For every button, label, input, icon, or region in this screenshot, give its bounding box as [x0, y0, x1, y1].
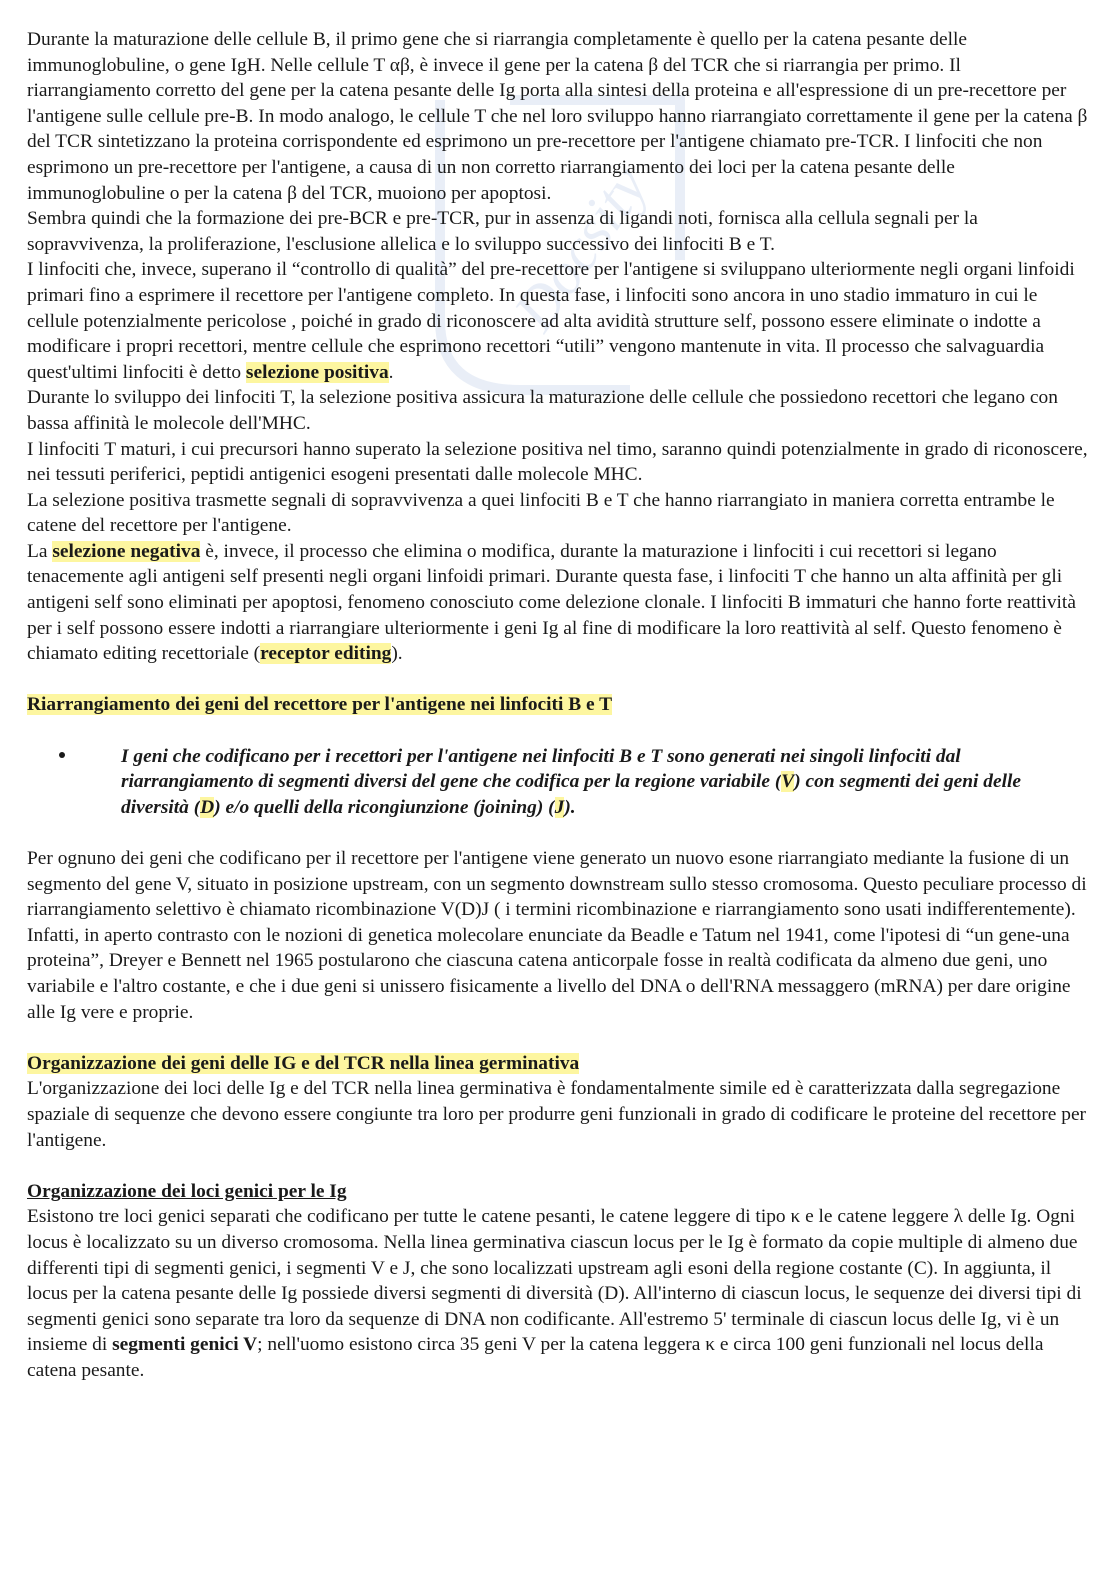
section-heading-loci-ig: Organizzazione dei loci genici per le Ig	[27, 1180, 347, 1202]
section-heading-riarrangiamento: Riarrangiamento dei geni del recettore per l'antigene nei linfociti B e T	[27, 694, 613, 716]
paragraph-3: I linfociti che, invece, superano il “controllo di qualità” del pre-recettore per l'antigene si sviluppano ulteriormente negli organi linfoidi primari fino a esprimere il recettore per l'antigene completo. In questa fase, i linfociti sono ancora in uno stadio immaturo in cui le cellule potenzialmente pericolose , poiché in grado di riconoscere ad alta avidità strutture self, possono essere eliminate o indotte a modificare i propri recettori, mentre cellule che esprimono recettori “utili” vengono mantenute in vita. Il processo che salvaguardia quest'ultimi linfociti è detto selezione positiva.	[27, 259, 1075, 383]
paragraph-5: I linfociti T maturi, i cui precursori hanno superato la selezione positiva nel timo, saranno quindi potenzialmente in grado di riconoscere, nei tessuti periferici, peptidi antigenici esogeni presentati dalle molecole MHC.	[27, 438, 1088, 486]
paragraph-8: Per ognuno dei geni che codificano per il recettore per l'antigene viene generato un nuovo esone riarrangiato mediante la fusione di un segmento del gene V, situato in posizione upstream, con un segmento downstream sullo stesso cromosoma. Questo peculiare processo di riarrangiamento selettivo è chiamato ricombinazione V(D)J ( i termini ricombinazione e riarrangiamento sono usati indifferentemente). Infatti, in aperto contrasto con le nozioni di genetica molecolare enunciate da Beadle e Tatum nel 1941, come l'ipotesi di “un gene-una proteina”, Dreyer e Bennett nel 1965 postularono che ciascuna catena anticorpale fosse in realtà codificata da almeno due geni, uno variabile e l'altro costante, e che i due geni si unissero fisicamente a livello del DNA o dell'RNA messaggero (mRNA) per dare origine alle Ig vere e proprie.	[27, 848, 1087, 1023]
highlight-d: D	[200, 796, 215, 818]
paragraph-1: Durante la maturazione delle cellule B, il primo gene che si riarrangia completamente è quello per la catena pesante delle immunoglobuline, o gene IgH. Nelle cellule T αβ, è invece il gene per la catena β del TCR che si riarrangia per primo. Il riarrangiamento corretto del gene per la catena pesante delle Ig porta alla sintesi della proteina e all'espressione di un pre-recettore per l'antigene sulle cellule pre-B. In modo analogo, le cellule T che nel loro sviluppo hanno riarrangiato correttamente il gene per la catena β del TCR sintetizzano la proteina corrispondente ed esprimono un pre-recettore per l'antigene chiamato pre-TCR. I linfociti che non esprimono un pre-recettore per l'antigene, a causa di un non corretto riarrangiamento dei loci per la catena pesante delle immunoglobuline o per la catena β del TCR, muoiono per apoptosi.	[27, 29, 1088, 204]
paragraph-4: Durante lo sviluppo dei linfociti T, la selezione positiva assicura la maturazione delle cellule che possiedono recettori che legano con bassa affinità le molecole dell'MHC.	[27, 387, 1058, 434]
paragraph-2: Sembra quindi che la formazione dei pre-BCR e pre-TCR, pur in assenza di ligandi noti, fornisca alla cellula segnali per la sopravvivenza, la proliferazione, l'esclusione allelica e lo sviluppo successivo dei linfociti B e T.	[27, 208, 978, 255]
highlight-v: V	[781, 771, 795, 793]
paragraph-7: La selezione negativa è, invece, il processo che elimina o modifica, durante la maturazione i linfociti i cui recettori si legano tenacemente agli antigeni self presenti negli organi linfoidi primari. Durante questa fase, i linfociti T che hanno un alta affinità per gli antigeni self sono eliminati per apoptosi, fenomeno conosciuto come delezione clonale. I linfociti B immaturi che hanno forte reattività per i self possono essere indotti a riarrangiare ulteriormente i geni Ig al fine di modificare la loro reattività al self. Questo fenomeno è chiamato editing recettoriale (receptor editing).	[27, 540, 1076, 665]
section-heading-organizzazione: Organizzazione dei geni delle IG e del TCR nella linea germinativa	[27, 1052, 580, 1074]
highlight-j: J	[554, 796, 565, 818]
highlight-selezione-negativa: selezione negativa	[52, 540, 201, 562]
bold-segmenti-genici-v: segmenti genici V	[112, 1334, 258, 1356]
paragraph-10: Esistono tre loci genici separati che codificano per tutte le catene pesanti, le catene leggere di tipo κ e le catene leggere λ delle Ig. Ogni locus è localizzato su un diverso cromosoma. Nella linea germinativa ciascun locus per le Ig è formato da copie multiple di almeno due differenti tipi di segmenti genici, i segmenti V e J, che sono localizzati upstream agli esoni della regione costante (C). In aggiunta, il locus per la catena pesante delle Ig possiede diversi segmenti di diversità (D). All'interno di ciascun locus, le sequenze dei diversi tipi di segmenti genici sono separate tra loro da sequenze di DNA non codificante. All'estremo 5' terminale di ciascun locus delle Ig, vi è un insieme di segmenti genici V; nell'uomo esistono circa 35 geni V per la catena leggera κ e circa 100 geni funzionali nel locus della catena pesante.	[27, 1206, 1082, 1381]
paragraph-6: La selezione positiva trasmette segnali di sopravvivenza a quei linfociti B e T che hanno riarrangiato in maniera corretta entrambe le catene del recettore per l'antigene.	[27, 489, 1055, 537]
highlight-receptor-editing: receptor editing	[260, 643, 392, 665]
watermark-text: Docsity	[501, 154, 661, 343]
bullet-item: I geni che codificano per i recettori per l'antigene nei linfociti B e T sono generati nei singoli linfociti dal riarrangiamento di segmenti diversi del gene che codifica per la regione variabile (V) con segmenti dei geni delle diversità (D) e/o quelli della ricongiunzione (joining) (J).	[57, 744, 1089, 821]
paragraph-9: L'organizzazione dei loci delle Ig e del TCR nella linea germinativa è fondamentalmente simile ed è caratterizzata dalla segregazione spaziale di sequenze che devono essere congiunte tra loro per produrre geni funzionali in grado di codificare le proteine del recettore per l'antigene.	[27, 1078, 1087, 1151]
highlight-selezione-positiva: selezione positiva	[245, 361, 389, 383]
bullet-icon	[57, 744, 121, 821]
document-page	[27, 27, 1089, 1383]
